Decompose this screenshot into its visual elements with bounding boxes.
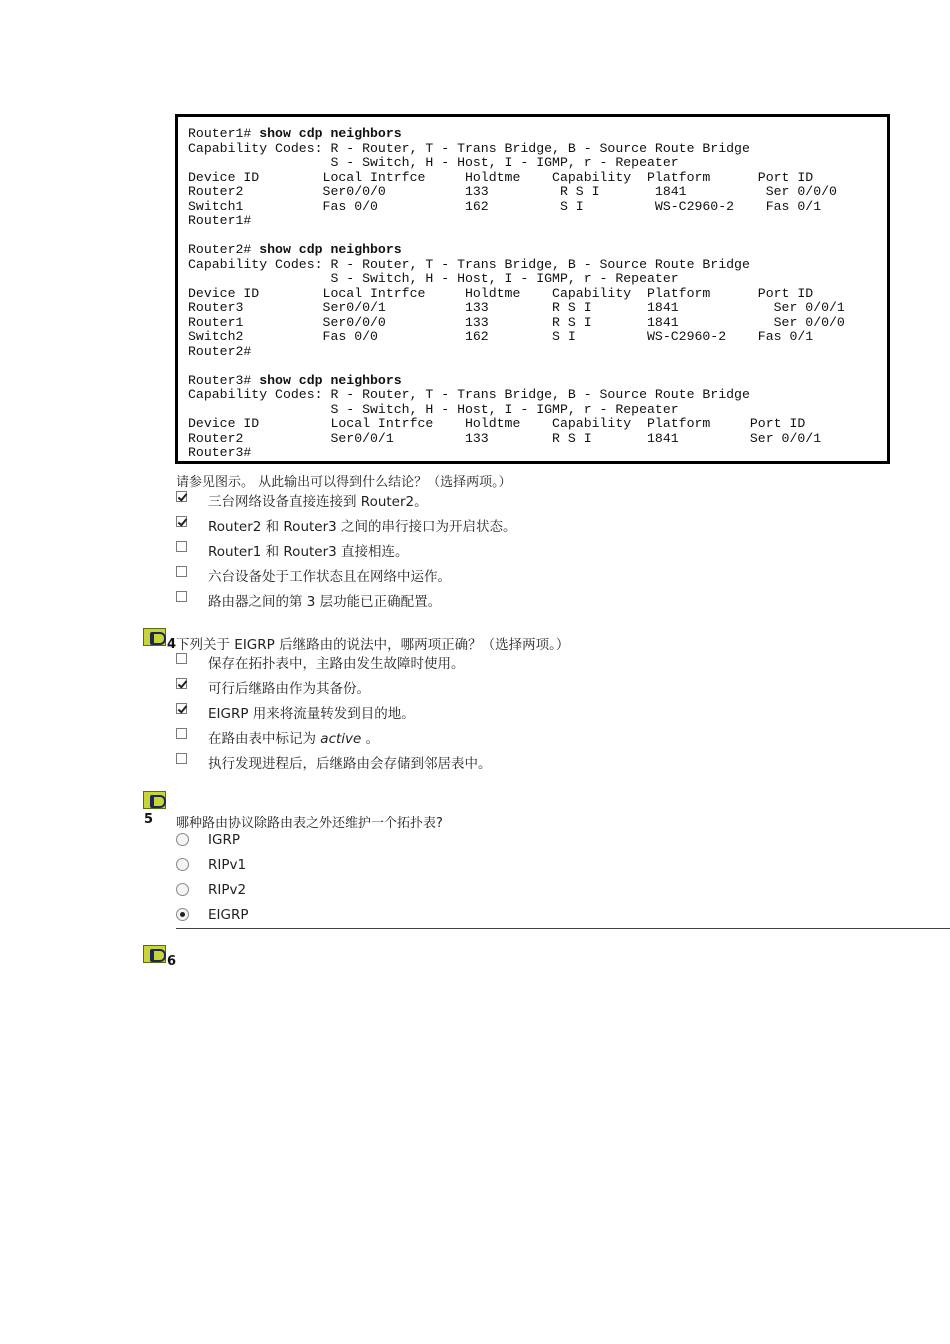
cdp-line: Device ID Local Intrfce Holdtme Capability Platform Port ID <box>188 169 814 185</box>
cdp-line: Capability Codes: R - Router, T - Trans Bridge, B - Source Route Bridge <box>188 140 750 156</box>
cdp-line: Device ID Local Intrfce Holdtme Capability Platform Port ID <box>188 285 814 301</box>
checkbox-checked[interactable] <box>176 703 187 714</box>
option-label-emphasis: active <box>320 731 362 747</box>
cdp-line: S - Switch, H - Host, I - IGMP, r - Repeater <box>188 155 679 170</box>
option-label-part: 在路由表中标记为 <box>208 731 321 747</box>
radio-selected[interactable] <box>176 908 189 921</box>
radio-unselected[interactable] <box>176 833 189 846</box>
cdp-line: Router2# show cdp neighbors <box>188 242 402 257</box>
cdp-line: Switch1 Fas 0/0 162 S I WS-C2960-2 Fas 0/1 <box>188 198 822 214</box>
cdp-line: Router1 Ser0/0/0 133 R S I 1841 Ser 0/0/0 <box>188 314 845 330</box>
checkbox-unchecked[interactable] <box>176 653 187 664</box>
cdp-line: Capability Codes: R - Router, T - Trans Bridge, B - Source Route Bridge <box>188 387 750 402</box>
checkbox-unchecked[interactable] <box>176 591 187 602</box>
option-label: IGRP <box>208 832 240 848</box>
checkbox-unchecked[interactable] <box>176 541 187 552</box>
q4-number: 4 <box>167 637 177 652</box>
cdp-line: Router2# <box>188 343 252 359</box>
checkbox-unchecked[interactable] <box>176 753 187 764</box>
cdp-line: S - Switch, H - Host, I - IGMP, r - Repeater <box>188 401 679 417</box>
checkbox-checked[interactable] <box>176 516 187 527</box>
cdp-line: Switch2 Fas 0/0 162 S I WS-C2960-2 Fas 0/1 <box>188 329 814 344</box>
q6-number: 6 <box>167 954 177 969</box>
option-label: EIGRP <box>208 907 249 923</box>
cdp-line: Router3 Ser0/0/1 133 R S I 1841 Ser 0/0/1 <box>188 300 845 315</box>
option-label-part: 。 <box>361 731 380 747</box>
typed-command: show cdp neighbors <box>251 242 402 257</box>
cdp-line: Router1# <box>188 213 252 228</box>
option-label: 三台网络设备直接连接到 Router2。 <box>208 494 428 510</box>
question-nav-icon[interactable] <box>143 628 166 646</box>
checkbox-unchecked[interactable] <box>176 566 187 577</box>
q3-prompt: 请参见图示。 从此输出可以得到什么结论？（选择两项。） <box>176 475 512 490</box>
cdp-line: Device ID Local Intrfce Holdtme Capability Platform Port ID <box>188 416 806 431</box>
typed-command: show cdp neighbors <box>251 372 402 388</box>
option-label: 执行发现进程后，后继路由会存储到邻居表中。 <box>208 756 492 772</box>
q5-number: 5 <box>144 812 154 827</box>
question-nav-icon[interactable] <box>143 945 166 963</box>
question-nav-icon[interactable] <box>143 791 166 809</box>
checkbox-checked[interactable] <box>176 678 187 689</box>
cdp-line: Router3# show cdp neighbors <box>188 372 402 388</box>
option-label: 可行后继路由作为其备份。 <box>208 681 370 697</box>
option-label: RIPv2 <box>208 882 247 898</box>
option-label: 保存在拓扑表中，主路由发生故障时使用。 <box>208 656 465 672</box>
option-label: RIPv1 <box>208 857 247 873</box>
checkbox-checked[interactable] <box>176 491 187 502</box>
cdp-line: Router2 Ser0/0/1 133 R S I 1841 Ser 0/0/1 <box>188 430 822 446</box>
exhibit-cdp-output <box>175 114 890 464</box>
option-label: 六台设备处于工作状态且在网络中运作。 <box>208 569 451 585</box>
cdp-output-terminal <box>188 127 845 461</box>
cdp-line: S - Switch, H - Host, I - IGMP, r - Repeater <box>188 271 679 286</box>
section-divider <box>176 928 950 929</box>
radio-unselected[interactable] <box>176 858 189 871</box>
radio-unselected[interactable] <box>176 883 189 896</box>
cdp-line: Router1# show cdp neighbors <box>188 126 402 141</box>
option-label: 路由器之间的第 3 层功能已正确配置。 <box>208 594 442 610</box>
q4-prompt: 下列关于 EIGRP 后继路由的说法中，哪两项正确？（选择两项。） <box>176 637 570 653</box>
option-label <box>208 727 379 747</box>
option-label: EIGRP 用来将流量转发到目的地。 <box>208 706 415 722</box>
cdp-line: Router3# <box>188 445 252 460</box>
cdp-line: Router2 Ser0/0/0 133 R S I 1841 Ser 0/0/0 <box>188 184 837 199</box>
typed-command: show cdp neighbors <box>251 126 402 141</box>
checkbox-unchecked[interactable] <box>176 728 187 739</box>
q5-prompt: 哪种路由协议除路由表之外还维护一个拓扑表? <box>176 816 443 831</box>
option-label: Router1 和 Router3 直接相连。 <box>208 544 409 560</box>
option-label: Router2 和 Router3 之间的串行接口为开启状态。 <box>208 519 517 535</box>
cdp-line: Capability Codes: R - Router, T - Trans Bridge, B - Source Route Bridge <box>188 256 750 272</box>
